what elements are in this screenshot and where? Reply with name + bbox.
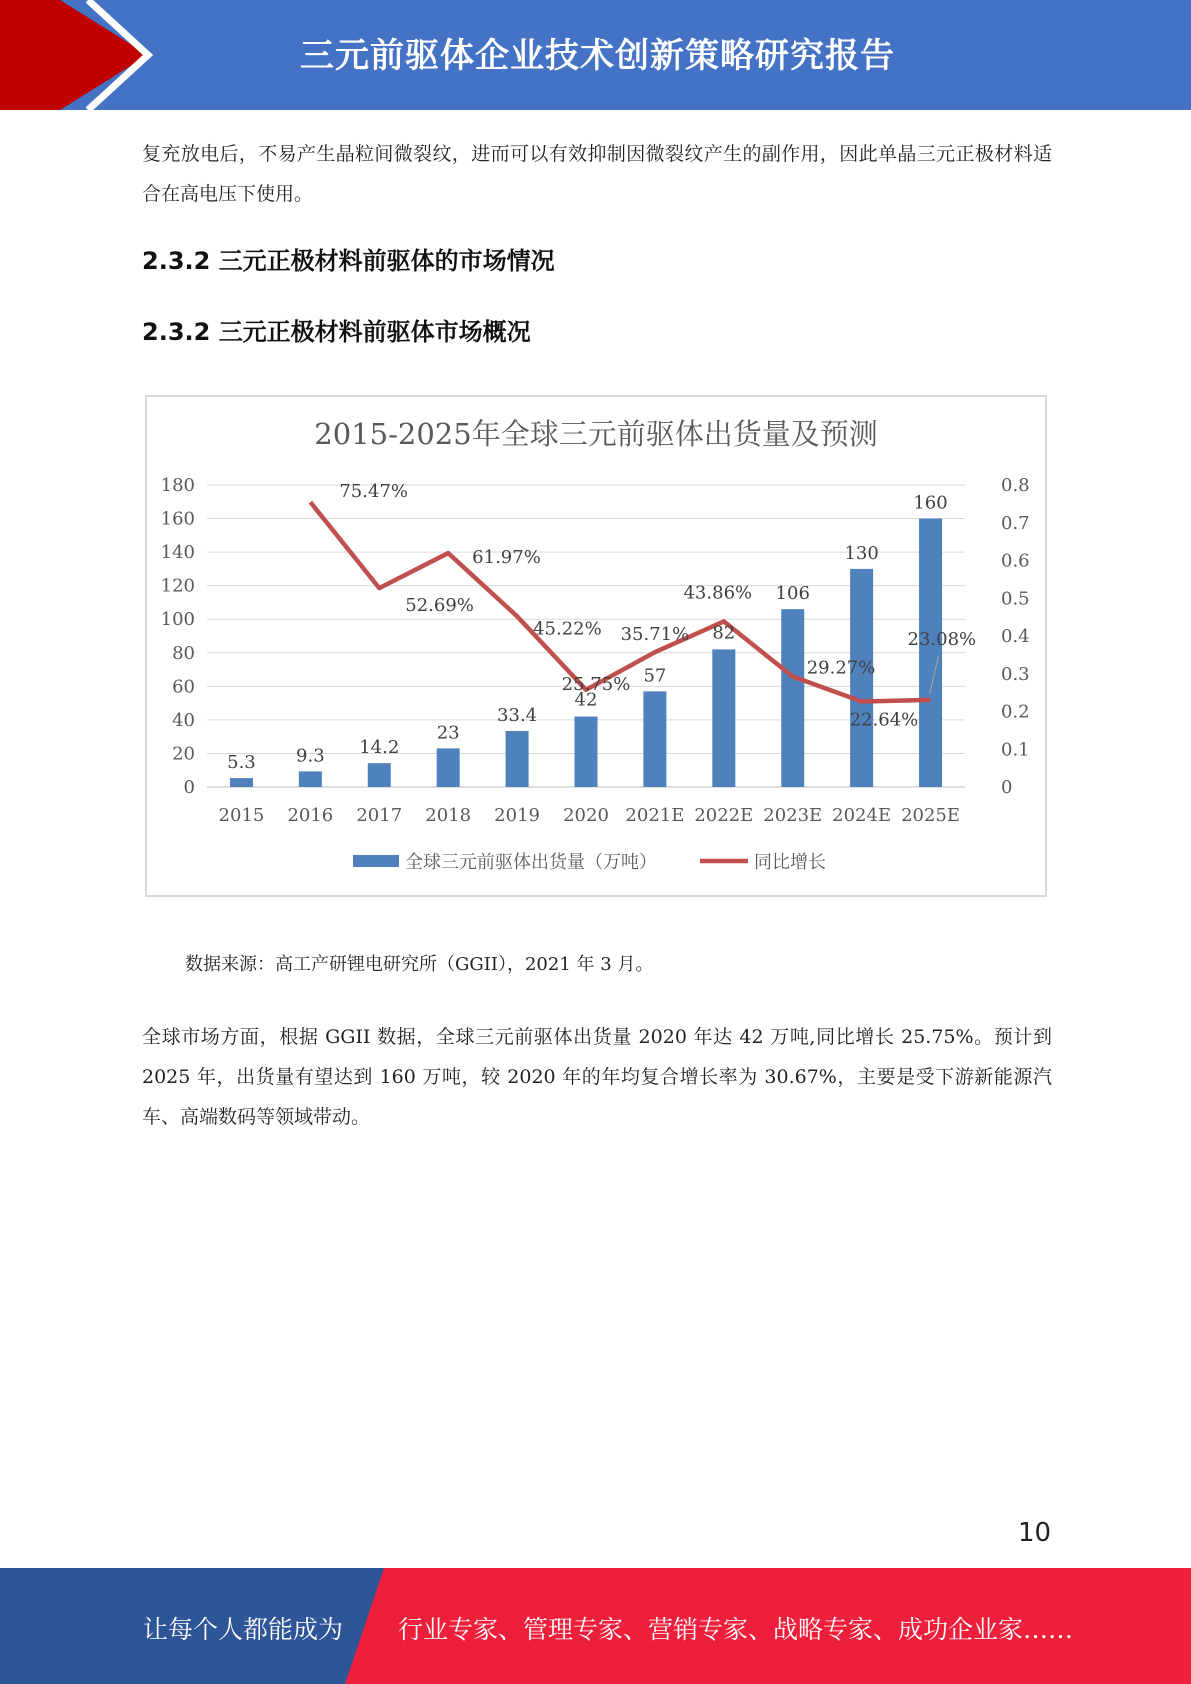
left-axis-tick-label: 100: [160, 609, 195, 631]
legend-bar-label: 全球三元前驱体出货量（万吨）: [405, 852, 657, 873]
bar-data-label: 5.3: [227, 752, 256, 774]
x-axis-tick-label: 2023E: [763, 805, 823, 826]
header-red-arrow: [0, 0, 148, 110]
bar: [781, 609, 804, 787]
section-heading-overview: 2.3.2 三元正极材料前驱体市场概况: [142, 318, 531, 346]
line-data-label: 22.64%: [849, 709, 919, 731]
page-number: 10: [1018, 1518, 1052, 1548]
x-axis-tick-label: 2018: [425, 805, 472, 826]
footer-slogan-right: 行业专家、管理专家、营销专家、战略专家、成功企业家……: [398, 1615, 1074, 1644]
bar-data-label: 42: [574, 689, 598, 711]
bar-data-label: 9.3: [296, 745, 325, 767]
right-axis-tick-label: 0.5: [1001, 588, 1030, 610]
left-axis-tick-label: 120: [160, 575, 195, 597]
bar-data-label: 33.4: [497, 704, 538, 726]
header-title: 三元前驱体企业技术创新策略研究报告: [300, 36, 895, 76]
chart-title: 2015-2025年全球三元前驱体出货量及预测: [314, 417, 878, 451]
shipment-chart: [147, 397, 1045, 895]
x-axis-tick-label: 2015: [218, 805, 265, 826]
left-axis-tick-label: 180: [160, 475, 195, 496]
legend-line-label: 同比增长: [754, 852, 826, 873]
line-data-label: 25.75%: [561, 673, 631, 695]
line-data-label: 75.47%: [339, 481, 409, 503]
bar-data-label: 23: [436, 722, 460, 744]
line-data-label: 29.27%: [806, 657, 876, 679]
right-axis-tick-label: 0.3: [1001, 663, 1030, 685]
bar: [230, 778, 253, 787]
bar-data-label: 14.2: [359, 737, 400, 759]
line-data-label: 43.86%: [683, 582, 753, 604]
chart-container: [145, 395, 1047, 897]
bar-data-label: 160: [913, 492, 948, 514]
bar: [437, 748, 460, 787]
x-axis-tick-label: 2017: [356, 805, 403, 826]
page-footer: [0, 1568, 1191, 1684]
paragraph-market-analysis: 全球市场方面，根据 GGII 数据，全球三元前驱体出货量 2020 年达 42 万吨,同比增长 25.75%。预计到 2025 年，出货量有望达到 160 万吨，较 2020 年的年均复合增长率为 30.67%，主要是受下游新能源汽车、高端数码等领域带动。: [142, 1026, 1052, 1128]
legend-bar-swatch: [353, 855, 399, 867]
bar: [643, 691, 666, 787]
right-axis-tick-label: 0.4: [1001, 626, 1030, 647]
x-axis-tick-label: 2022E: [694, 805, 754, 826]
bar-data-label: 57: [643, 665, 667, 687]
bar-data-label: 82: [712, 622, 736, 644]
x-axis-tick-label: 2024E: [832, 805, 892, 826]
bar-data-label: 130: [844, 542, 879, 564]
x-axis-tick-label: 2025E: [901, 805, 961, 826]
left-axis-tick-label: 20: [172, 743, 195, 765]
line-data-label: 52.69%: [405, 595, 474, 617]
line-data-label: 35.71%: [620, 624, 690, 646]
bar: [299, 771, 322, 787]
line-data-label: 61.97%: [472, 547, 541, 569]
section-heading-market: 2.3.2 三元正极材料前驱体的市场情况: [142, 247, 555, 275]
page-header: [0, 0, 1191, 110]
left-axis-tick-label: 140: [160, 542, 195, 564]
left-axis-tick-label: 160: [160, 508, 195, 530]
left-axis-tick-label: 40: [172, 709, 195, 731]
bar-data-label: 106: [775, 583, 810, 605]
line-data-label: 45.22%: [533, 618, 602, 640]
footer-slogan-left: 让每个人都能成为: [143, 1615, 344, 1644]
right-axis-tick-label: 0.2: [1001, 701, 1030, 723]
bar: [506, 731, 529, 787]
line-data-label: 23.08%: [907, 628, 977, 650]
x-axis-tick-label: 2016: [287, 805, 334, 826]
x-axis-tick-label: 2019: [494, 805, 540, 826]
paragraph-intro: 复充放电后，不易产生晶粒间微裂纹，进而可以有效抑制因微裂纹产生的副作用，因此单晶三元正极材料适合在高电压下使用。: [142, 143, 1052, 205]
right-axis-tick-label: 0.1: [1001, 739, 1030, 761]
bar: [712, 649, 735, 787]
bar: [368, 763, 391, 787]
bar: [575, 717, 598, 787]
right-axis-tick-label: 0.6: [1001, 550, 1030, 572]
x-axis-tick-label: 2020: [563, 805, 609, 826]
data-source-note: 数据来源：高工产研锂电研究所（GGII），2021 年 3 月。: [185, 954, 654, 975]
right-axis-tick-label: 0.7: [1001, 512, 1030, 534]
right-axis-tick-label: 0.8: [1001, 475, 1030, 496]
left-axis-tick-label: 60: [172, 676, 195, 698]
right-axis-tick-label: 0: [1001, 777, 1013, 798]
left-axis-tick-label: 0: [183, 777, 195, 798]
bar: [919, 519, 942, 787]
x-axis-tick-label: 2021E: [625, 805, 685, 826]
left-axis-tick-label: 80: [172, 642, 195, 664]
